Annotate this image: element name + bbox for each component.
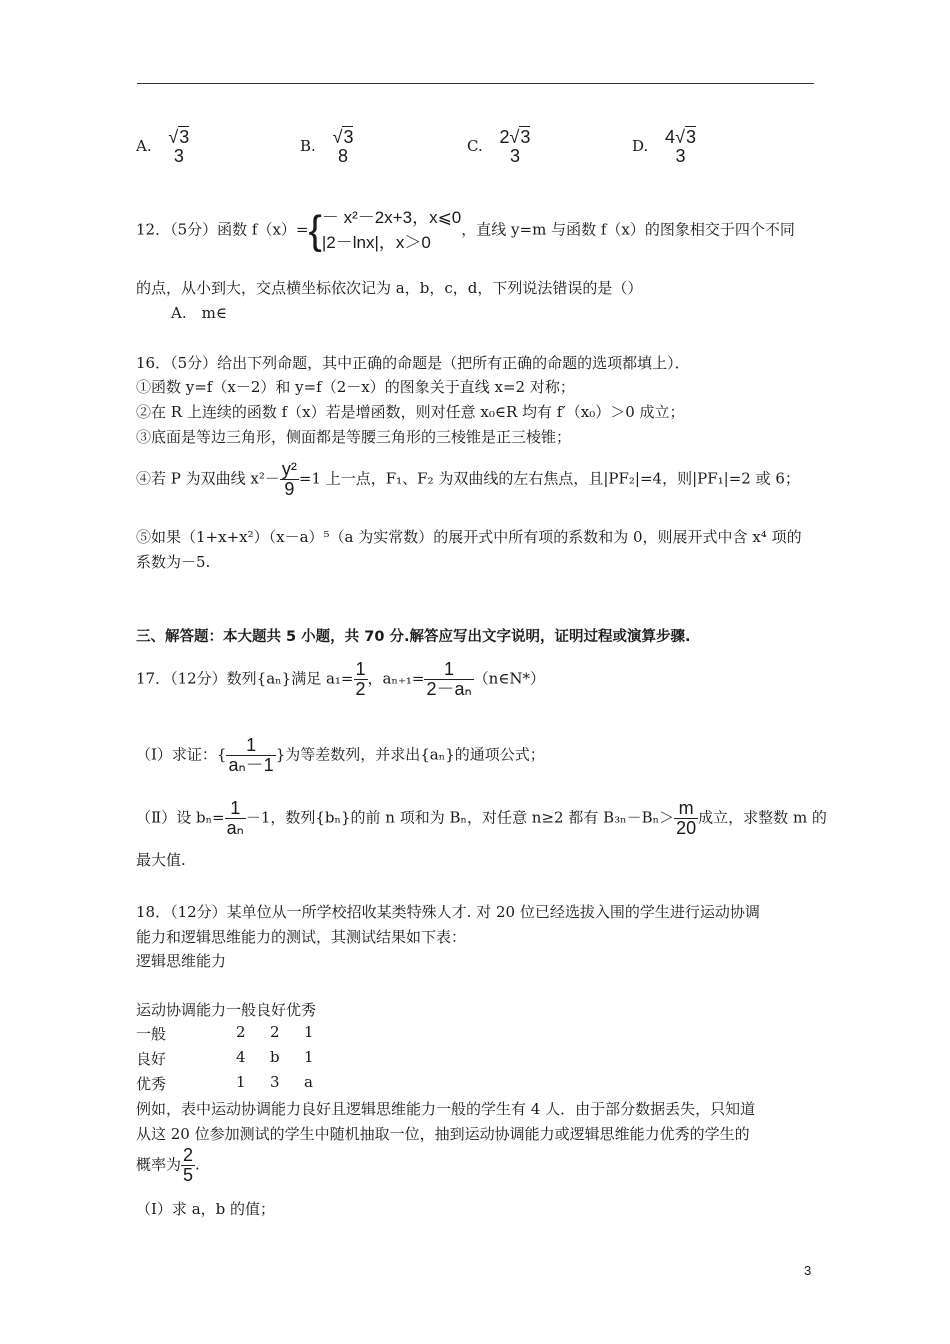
- q12-suffix: ，直线 y=m 与函数 f（x）的图象相交于四个不同: [461, 220, 795, 239]
- q17-a1-fraction: $\frac{1}{2}$: [355, 659, 366, 699]
- q16-item4: [136, 460, 800, 499]
- q12-line1: [136, 206, 795, 255]
- table-cell: a: [304, 1073, 313, 1091]
- option-a-fraction: √3 3: [168, 127, 190, 166]
- q17-part2: [136, 799, 827, 838]
- q16-item4-b: =1 上一点，F₁、F₂ 为双曲线的左右焦点，且|PF₂|=4，则|PF₁|=2 或 6；: [298, 469, 800, 488]
- q12-case2: |2－lnx|，x＞0: [321, 232, 431, 252]
- q12-prefix: 12．（5分）函数 f（x）=: [136, 220, 309, 239]
- q17-part1: [136, 736, 545, 775]
- q17-part2-a: （Ⅱ）设 bₙ=: [136, 808, 225, 827]
- q18-example-line1: 例如，表中运动协调能力良好且逻辑思维能力一般的学生有 4 人．由于部分数据丢失，只知道: [136, 1100, 756, 1118]
- option-a-label: A.: [136, 136, 152, 155]
- option-d: [632, 128, 698, 166]
- q16-item2: ②在 R 上连续的函数 f（x）若是增函数，则对任意 x₀∈R 均有 f′（x₀）＞0 成立；: [136, 403, 685, 421]
- table-row-label: 一般: [136, 1025, 167, 1043]
- q18-example-line2: 从这 20 位参加测试的学生中随机抽取一位，抽到运动协调能力或逻辑思维能力优秀的学生的: [136, 1125, 750, 1143]
- table-row-label: 优秀: [136, 1075, 167, 1093]
- table-cell: 1: [304, 1023, 314, 1041]
- q17-part2-b: －1，数列{bₙ}的前 n 项和为 Bₙ，对任意 n≥2 都有 B₃ₙ－Bₙ＞: [245, 808, 675, 827]
- header-rule: [137, 83, 814, 84]
- q17-intro-c: （n∈N*）: [473, 669, 546, 688]
- q16-item4-a: ④若 P 为双曲线 x²－: [136, 469, 280, 488]
- option-b-label: B.: [300, 136, 316, 155]
- q16-item1: ①函数 y=f（x－2）和 y=f（2－x）的图象关于直线 x=2 对称；: [136, 378, 575, 396]
- q18-prob-a: 概率为: [136, 1155, 182, 1174]
- q16-item5-line2: 系数为－5.: [136, 553, 211, 571]
- option-c-fraction: 2√3 3: [499, 127, 531, 166]
- q18-line2: 能力和逻辑思维能力的测试，其测试结果如下表：: [136, 928, 467, 946]
- table-cell: 2: [236, 1023, 246, 1041]
- q16-item3: ③底面是等边三角形，侧面都是等腰三角形的三棱锥是正三棱锥；: [136, 428, 572, 446]
- q12-case1: － x²－2x+3，x⩽0: [321, 208, 462, 227]
- option-b: [300, 128, 355, 166]
- table-cell: 1: [304, 1048, 314, 1066]
- q12-line2: 的点，从小到大，交点横坐标依次记为 a，b，c，d，下列说法错误的是（）: [136, 279, 643, 297]
- option-c: [467, 128, 532, 166]
- q17-rec-fraction: $\frac{1}{\text{2－aₙ}}$: [426, 659, 472, 699]
- q17-part1-b: }为等差数列，并求出{aₙ}的通项公式；: [275, 745, 545, 764]
- option-b-fraction: √3 8: [332, 127, 354, 166]
- section3-heading: 三、解答题：本大题共 5 小题，共 70 分.解答应写出文字说明，证明过程或演算步骤.: [136, 629, 691, 645]
- q17-intro-b: ，aₙ₊₁=: [367, 669, 425, 688]
- q18-prob-fraction: $\frac{2}{5}$: [183, 1145, 194, 1185]
- option-c-label: C.: [467, 136, 483, 155]
- q17-part2-fraction2: $\frac{m}{20}$: [676, 798, 697, 838]
- q17-part2-fraction: $\frac{1}{\text{aₙ}}$: [226, 798, 244, 838]
- option-d-label: D.: [632, 136, 649, 155]
- table-cell: 2: [270, 1023, 280, 1041]
- q17-intro-a: 17．（12分）数列{aₙ}满足 a₁=: [136, 669, 354, 688]
- q18-table-header: 运动协调能力一般良好优秀: [136, 1001, 317, 1019]
- table-cell: b: [270, 1048, 280, 1066]
- q18-line1: 18．（12分）某单位从一所学校招收某类特殊人才. 对 20 位已经选拔入围的学生进行运动协调: [136, 903, 760, 921]
- q17-part2-line2: 最大值.: [136, 851, 186, 869]
- table-cell: 4: [236, 1048, 246, 1066]
- q18-prob-b: .: [195, 1155, 200, 1174]
- q18-part1: （Ⅰ）求 a，b 的值；: [136, 1200, 276, 1218]
- q17-intro: [136, 660, 545, 699]
- q17-part2-c: 成立，求整数 m 的: [698, 808, 827, 827]
- page-number: 3: [804, 1263, 812, 1278]
- option-a: [136, 128, 191, 166]
- table-cell: 3: [270, 1073, 280, 1091]
- q18-probability: [136, 1146, 200, 1185]
- q12-cases: [322, 206, 461, 255]
- table-row-label: 良好: [136, 1050, 167, 1068]
- table-cell: 1: [236, 1073, 246, 1091]
- q16-intro: 16．（5分）给出下列命题，其中正确的命题是（把所有正确的命题的选项都填上）．: [136, 354, 690, 372]
- q16-item4-fraction: $\frac{\text{y²}}{9}$: [281, 459, 297, 499]
- q16-item5-line1: ⑤如果（1+x+x²）（x－a）⁵（a 为实常数）的展开式中所有项的系数和为 0，则展开式中含 x⁴ 项的: [136, 528, 802, 546]
- q12-option-a: A. m∈: [171, 304, 227, 322]
- option-d-fraction: 4√3 3: [665, 127, 696, 166]
- q17-part1-fraction: $\frac{1}{\text{aₙ－1}}$: [228, 735, 274, 775]
- q18-table-title: 逻辑思维能力: [136, 952, 227, 970]
- q17-part1-a: （Ⅰ）求证：{: [136, 745, 227, 764]
- brace-icon: {: [308, 208, 322, 253]
